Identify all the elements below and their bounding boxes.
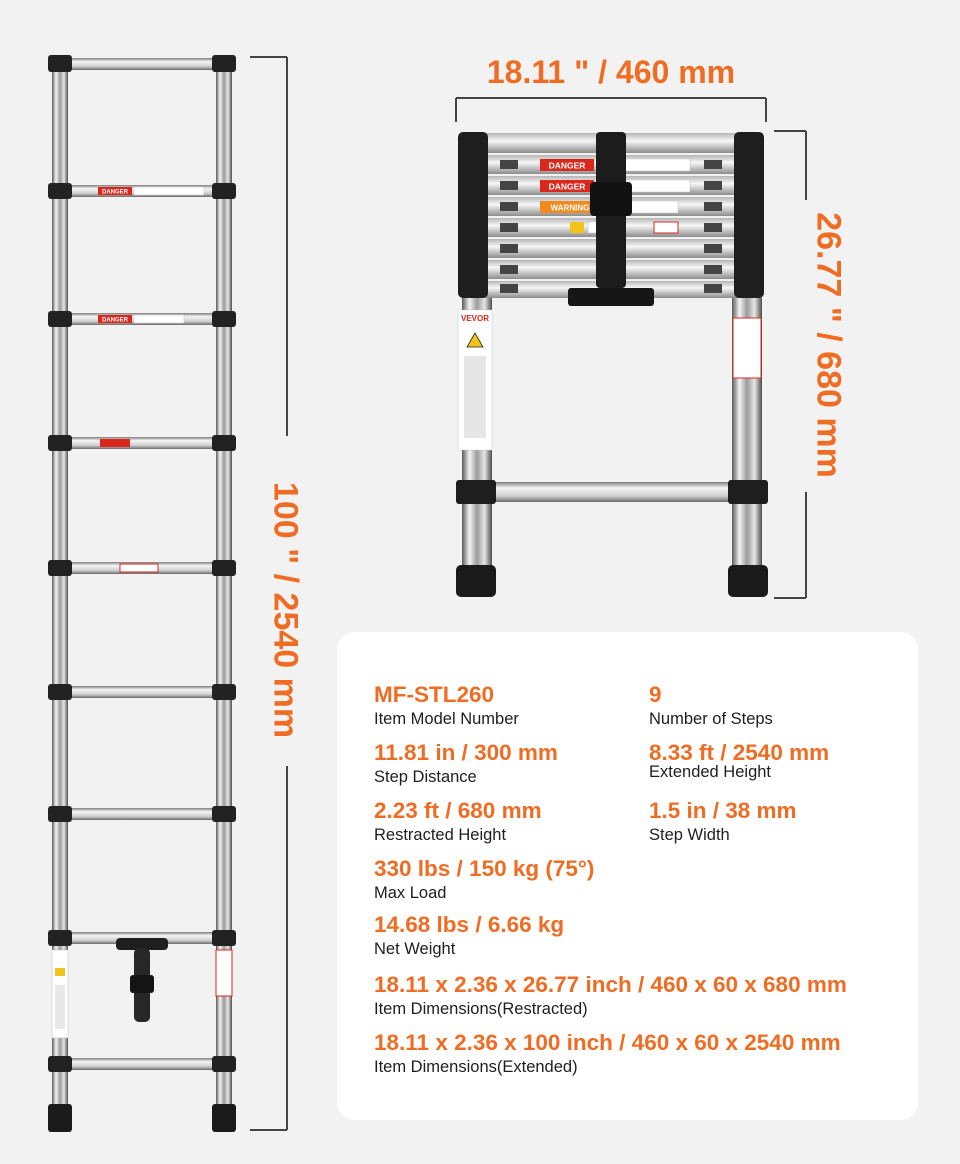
spec-label: Max Load xyxy=(374,884,447,902)
spec-retracted-height xyxy=(374,798,542,846)
spec-value: 1.5 in / 38 mm xyxy=(649,798,797,823)
spec-label: Item Dimensions(Restracted) xyxy=(374,1000,588,1018)
spec-label: Extended Height xyxy=(649,763,772,781)
rung-sticker xyxy=(100,439,130,447)
retracted-height-bracket xyxy=(774,131,806,598)
rung xyxy=(64,1058,220,1070)
rung-sticker xyxy=(120,564,158,572)
warning-sticker-text: WARNING xyxy=(550,203,590,213)
spec-number-of-steps xyxy=(649,682,773,730)
spec-value: 330 lbs / 150 kg (75°) xyxy=(374,856,595,881)
spec-step-distance xyxy=(374,740,558,788)
rung xyxy=(64,58,220,70)
spec-value: MF-STL260 xyxy=(374,682,495,707)
ladder-foot xyxy=(728,565,768,597)
spec-value: 8.33 ft / 2540 mm xyxy=(649,740,830,765)
spec-value: 18.11 x 2.36 x 100 inch / 460 x 60 x 2540 mm xyxy=(374,1030,841,1055)
extended-height-label: 100 " / 2540 mm xyxy=(266,481,305,739)
extended-ladder xyxy=(48,55,236,1132)
danger-sticker-text: DANGER xyxy=(101,317,129,324)
spec-label: Net Weight xyxy=(374,940,456,958)
spec-value: 11.81 in / 300 mm xyxy=(374,740,558,765)
spec-step-width xyxy=(649,798,797,846)
pole-label xyxy=(216,950,232,996)
danger-sticker-text: DANGER xyxy=(101,189,129,196)
spec-value: 14.68 lbs / 6.66 kg xyxy=(374,912,565,937)
spec-net-weight xyxy=(374,912,564,960)
rung-sticker xyxy=(98,187,204,196)
pole-label xyxy=(458,310,492,450)
pole-label xyxy=(733,318,761,378)
brand-label: VEVOR xyxy=(460,314,490,323)
ladder-foot xyxy=(48,1104,72,1132)
spec-card xyxy=(337,632,918,1120)
rung-sticker xyxy=(98,315,184,324)
spec-extended-height xyxy=(649,740,829,783)
danger-sticker-text: DANGER xyxy=(548,181,586,192)
spec-label: Step Distance xyxy=(374,768,477,786)
rung xyxy=(64,437,220,449)
rung xyxy=(64,686,220,698)
ladder-foot xyxy=(212,1104,236,1132)
width-bracket xyxy=(456,98,766,122)
rung xyxy=(64,808,220,820)
danger-sticker-text: DANGER xyxy=(548,160,586,171)
spec-label: Step Width xyxy=(649,826,730,844)
retracted-ladder xyxy=(456,98,768,597)
spec-label: Restracted Height xyxy=(374,826,507,844)
spec-dimensions-retracted xyxy=(374,972,847,1020)
spec-value: 18.11 x 2.36 x 26.77 inch / 460 x 60 x 680 mm xyxy=(374,972,847,997)
spec-model-number xyxy=(374,682,519,730)
spec-value: 2.23 ft / 680 mm xyxy=(374,798,542,823)
spec-label: Item Dimensions(Extended) xyxy=(374,1058,578,1076)
spec-label: Number of Steps xyxy=(649,710,773,728)
carry-strap xyxy=(116,938,168,1022)
spec-value: 9 xyxy=(649,682,662,707)
ladder-foot xyxy=(456,565,496,597)
pole-label xyxy=(52,950,68,1038)
retracted-height-label: 26.77 " / 680 mm xyxy=(809,212,848,478)
spec-label: Item Model Number xyxy=(374,710,519,728)
spec-max-load xyxy=(374,856,594,904)
spec-dimensions-extended xyxy=(374,1030,841,1078)
width-dimension-label: 18.11 " / 460 mm xyxy=(486,54,736,90)
